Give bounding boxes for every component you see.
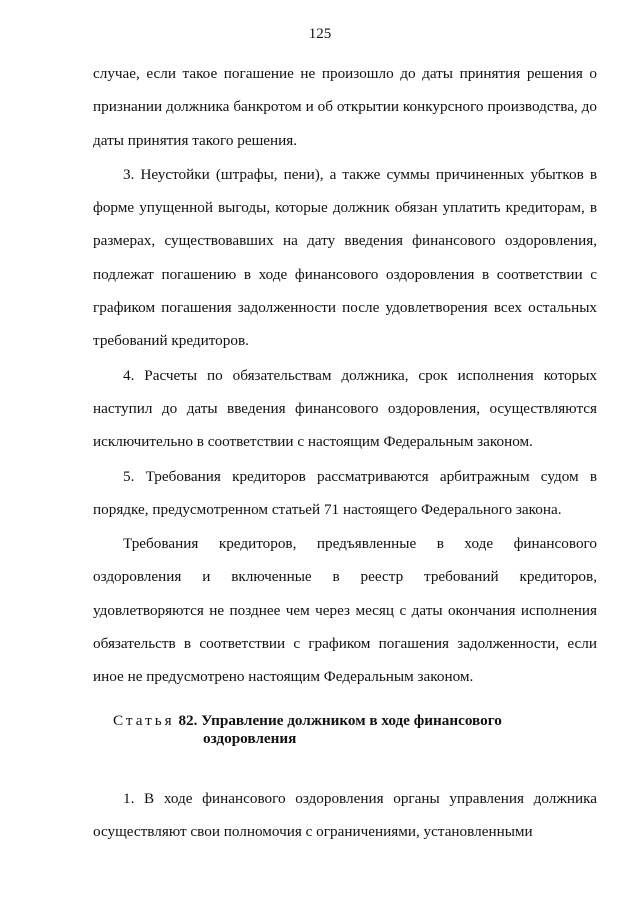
article-label: Статья: [113, 711, 175, 729]
paragraph-requirements: Требования кредиторов, предъявленные в ходе финансового оздоровления и включенные в реестр требований кредиторов, удовлетворяются не позднее чем через месяц с даты окончания исполнения обязательств в соответствии с графиком погашения задолженности, если иное не предусмотрено настоящим Федеральным законом.: [93, 535, 597, 686]
page-number: 125: [308, 26, 332, 42]
paragraph-continuation: случае, если такое погашение не произошло до даты принятия решения о признании должника банкротом и об открытии конкурсного производства, до даты принятия такого решения.: [93, 65, 597, 149]
paragraph-item-5: 5. Требования кредиторов рассматриваются арбитражным судом в порядке, предусмотренном статьей 71 настоящего Федерального закона.: [93, 467, 597, 518]
article-paragraph-1: 1. В ходе финансового оздоровления органы управления должника осуществляют свои полномочия с ограничениями, установленными: [93, 789, 597, 840]
paragraph-item-3: 3. Неустойки (штрафы, пени), а также суммы причиненных убытков в форме упущенной выгоды, которые должник обязан уплатить кредиторам, в размерах, существовавших на дату введения финансового оздоровления, подлежат погашению в ходе финансового оздоровления в соответствии с графиком погашения задолженности после удовлетворения всех остальных требований кредиторов.: [93, 165, 597, 350]
article-title-line2: оздоровления: [203, 729, 297, 747]
article-title-line1: Управление должником в ходе финансового: [201, 711, 502, 729]
article-number: 82.: [178, 711, 198, 729]
document-body: [93, 57, 597, 848]
article-heading: [113, 712, 597, 782]
paragraph-item-4: 4. Расчеты по обязательствам должника, срок исполнения которых наступил до даты введения финансового оздоровления, осуществляются исключительно в соответствии с настоящим Федеральным законом.: [93, 366, 597, 451]
